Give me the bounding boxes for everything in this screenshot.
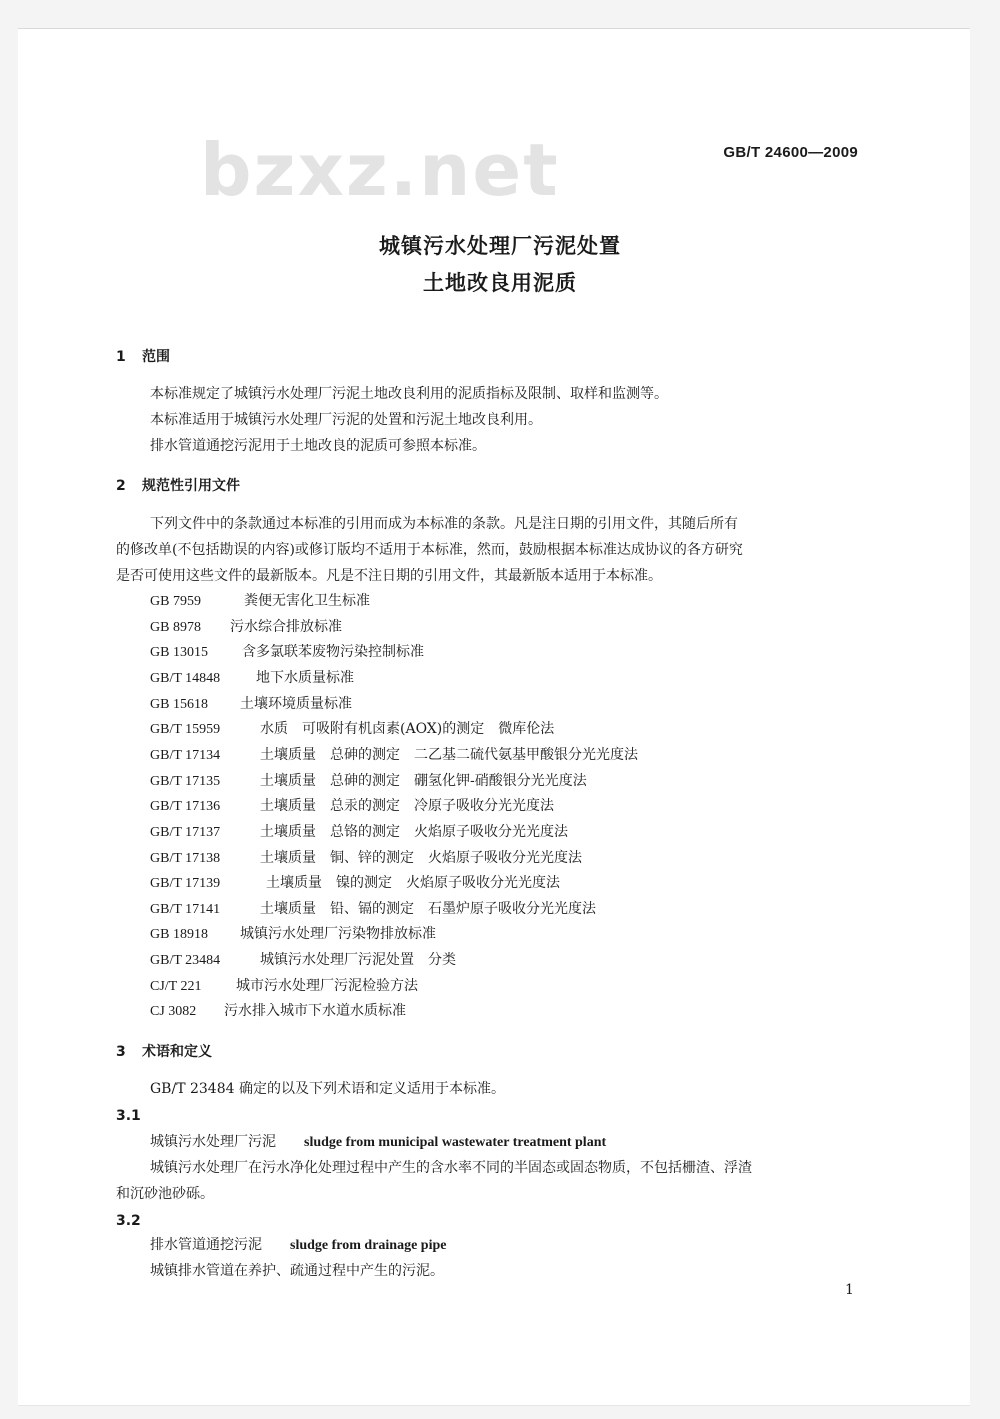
reference-title: 城镇污水处理厂污染物排放标准 bbox=[240, 926, 436, 942]
reference-title: 土壤质量 铜、锌的测定 火焰原子吸收分光光度法 bbox=[260, 850, 582, 866]
reference-code: CJ/T 221 bbox=[150, 979, 202, 994]
reference-code: GB/T 17138 bbox=[150, 851, 221, 866]
paragraph: 本标准规定了城镇污水处理厂污泥土地改良利用的泥质指标及限制、取样和监测等。 bbox=[150, 386, 668, 402]
paragraph: 排水管道通挖污泥用于土地改良的泥质可参照本标准。 bbox=[150, 438, 486, 454]
term-definition-line: 和沉砂池砂砾。 bbox=[116, 1186, 214, 1202]
document-title-line-2: 土地改良用泥质 bbox=[423, 271, 577, 295]
term-english: sludge from municipal wastewater treatment plant bbox=[304, 1135, 607, 1150]
reference-item bbox=[150, 746, 638, 765]
term-definition-line: 城镇排水管道在养护、疏通过程中产生的污泥。 bbox=[150, 1263, 444, 1279]
reference-code: GB 15618 bbox=[150, 697, 208, 712]
section-heading bbox=[116, 1043, 212, 1061]
reference-code: GB/T 17139 bbox=[150, 876, 221, 891]
reference-item bbox=[150, 977, 418, 996]
reference-item bbox=[150, 823, 568, 842]
term-definition-line: 城镇污水处理厂在污水净化处理过程中产生的含水率不同的半固态或固态物质，不包括栅渣、浮渣 bbox=[150, 1160, 752, 1176]
reference-code: GB 13015 bbox=[150, 645, 208, 660]
document-title-line-1: 城镇污水处理厂污泥处置 bbox=[379, 234, 621, 258]
section-number: 3 bbox=[116, 1044, 126, 1060]
reference-title: 城镇污水处理厂污泥处置 分类 bbox=[260, 952, 456, 968]
section-title: 范围 bbox=[142, 349, 170, 365]
paragraph-line: 下列文件中的条款通过本标准的引用而成为本标准的条款。凡是注日期的引用文件，其随后所有 bbox=[150, 516, 738, 532]
reference-title: 土壤质量 总汞的测定 冷原子吸收分光光度法 bbox=[260, 798, 554, 814]
reference-title: 城市污水处理厂污泥检验方法 bbox=[236, 978, 418, 994]
reference-code: CJ 3082 bbox=[150, 1004, 197, 1019]
reference-code: GB 8978 bbox=[150, 620, 201, 635]
reference-code: GB/T 17134 bbox=[150, 748, 221, 763]
reference-item bbox=[150, 925, 436, 944]
reference-code: GB/T 17135 bbox=[150, 774, 221, 789]
reference-item bbox=[150, 1002, 406, 1021]
reference-title: 土壤质量 总砷的测定 硼氢化钾-硝酸银分光光度法 bbox=[260, 773, 587, 789]
paragraph: GB/T 23484 确定的以及下列术语和定义适用于本标准。 bbox=[150, 1081, 505, 1097]
paragraph: 本标准适用于城镇污水处理厂污泥的处置和污泥土地改良利用。 bbox=[150, 412, 542, 428]
reference-title: 土壤质量 铅、镉的测定 石墨炉原子吸收分光光度法 bbox=[260, 901, 596, 917]
reference-title: 水质 可吸附有机卤素(AOX)的测定 微库伦法 bbox=[260, 721, 555, 737]
section-number: 2 bbox=[116, 478, 126, 494]
site-watermark: bzxz.net bbox=[200, 128, 560, 212]
reference-code: GB/T 15959 bbox=[150, 722, 221, 737]
reference-title: 土壤质量 镍的测定 火焰原子吸收分光光度法 bbox=[266, 875, 560, 891]
reference-item bbox=[150, 900, 596, 919]
reference-item bbox=[150, 849, 582, 868]
reference-item bbox=[150, 669, 354, 688]
page-number: 1 bbox=[845, 1282, 854, 1298]
term-number: 3.1 bbox=[116, 1108, 141, 1124]
term-number: 3.2 bbox=[116, 1213, 141, 1229]
reference-title: 污水综合排放标准 bbox=[230, 619, 342, 635]
reference-title: 土壤质量 总砷的测定 二乙基二硫代氨基甲酸银分光光度法 bbox=[260, 747, 638, 763]
term-heading bbox=[150, 1236, 446, 1255]
reference-title: 粪便无害化卫生标准 bbox=[244, 593, 370, 609]
paragraph-line: 是否可使用这些文件的最新版本。凡是不注日期的引用文件，其最新版本适用于本标准。 bbox=[116, 568, 662, 584]
section-title: 术语和定义 bbox=[142, 1044, 212, 1060]
reference-item bbox=[150, 951, 456, 970]
reference-code: GB/T 17141 bbox=[150, 902, 221, 917]
reference-title: 污水排入城市下水道水质标准 bbox=[224, 1003, 406, 1019]
term-chinese: 城镇污水处理厂污泥 bbox=[150, 1134, 276, 1150]
reference-item bbox=[150, 772, 587, 791]
section-heading bbox=[116, 348, 170, 366]
reference-item bbox=[150, 874, 560, 893]
reference-code: GB/T 17136 bbox=[150, 799, 221, 814]
paragraph-line: 的修改单(不包括勘误的内容)或修订版均不适用于本标准，然而，鼓励根据本标准达成协议的各方研究 bbox=[116, 542, 743, 558]
term-english: sludge from drainage pipe bbox=[290, 1238, 447, 1253]
reference-title: 地下水质量标准 bbox=[256, 670, 354, 686]
term-heading bbox=[150, 1133, 606, 1152]
reference-item bbox=[150, 797, 554, 816]
term-chinese: 排水管道通挖污泥 bbox=[150, 1237, 262, 1253]
reference-title: 土壤质量 总铬的测定 火焰原子吸收分光光度法 bbox=[260, 824, 568, 840]
standard-code: GB/T 24600—2009 bbox=[723, 144, 858, 161]
reference-code: GB/T 14848 bbox=[150, 671, 221, 686]
section-title: 规范性引用文件 bbox=[142, 478, 240, 494]
reference-code: GB/T 23484 bbox=[150, 953, 221, 968]
reference-item bbox=[150, 643, 424, 662]
reference-code: GB/T 17137 bbox=[150, 825, 221, 840]
reference-item bbox=[150, 618, 342, 637]
reference-item bbox=[150, 720, 554, 739]
reference-item bbox=[150, 592, 370, 611]
section-number: 1 bbox=[116, 349, 126, 365]
reference-title: 含多氯联苯废物污染控制标准 bbox=[242, 644, 424, 660]
reference-title: 土壤环境质量标准 bbox=[240, 696, 352, 712]
section-heading bbox=[116, 477, 240, 495]
reference-item bbox=[150, 695, 352, 714]
reference-code: GB 7959 bbox=[150, 594, 201, 609]
reference-code: GB 18918 bbox=[150, 927, 208, 942]
